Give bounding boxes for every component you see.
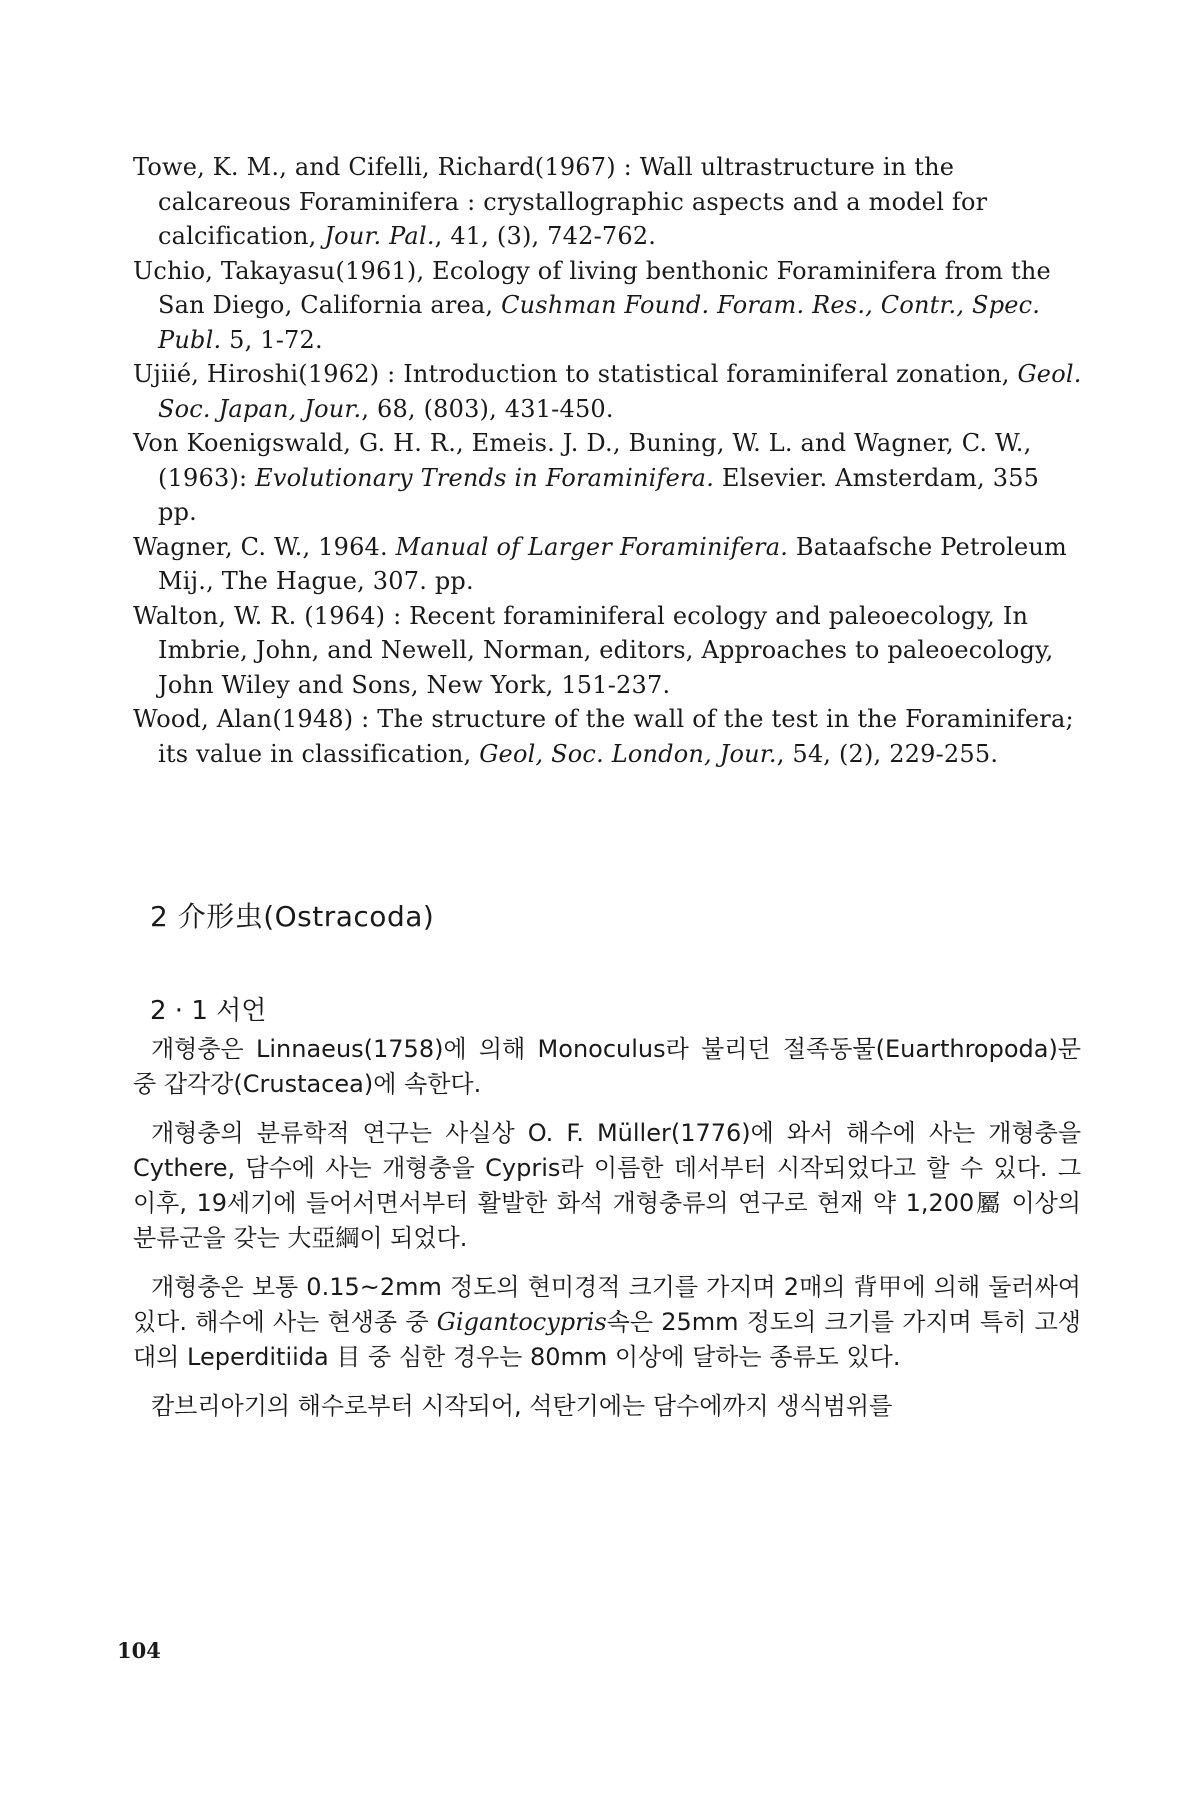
subsection-heading: 2 · 1 서언 [150, 996, 267, 1026]
italic-text: Evolutionary Trends in Foraminifera. [255, 463, 715, 492]
reference-entry [133, 150, 1083, 254]
body-paragraph [133, 1389, 1081, 1424]
reference-entry [133, 357, 1083, 426]
body-paragraph [133, 1116, 1081, 1256]
italic-text: Jour. Pal. [324, 222, 435, 250]
text-run: 속은 25mm 정도의 크기를 가지며 특히 고생대의 Leperditiida 目 중 심한 경우는 80mm 이상에 달하는 종류도 있다. [133, 1308, 1081, 1371]
text-run: , 41, (3), 742-762. [434, 222, 657, 250]
italic-text: Geol. Soc. Japan, Jour. [158, 360, 1082, 423]
body-text [133, 1032, 1081, 1438]
text-run: Walton, W. R. (1964) : Recent foraminiferal ecology and paleoecology, In Imbrie, John, and Newell, Norman, editors, Approaches to paleoecology, John Wiley and Sons, New York, 151-237. [133, 601, 1054, 699]
page-number: 104 [117, 1638, 161, 1663]
text-run: 개형충의 분류학적 연구는 사실상 O. F. Müller(1776)에 와서 해수에 사는 개형충을 Cythere, 담수에 사는 개형충을 Cypris라 이름한 데서부터 시작되었다고 할 수 있다. 그 이후, 19세기에 들어서면서부터 활발한 화석 개형충류의 연구로 현재 약 1,200屬 이상의 분류군을 갖는 大亞綱이 되었다. [133, 1119, 1081, 1252]
italic-text: Manual of Larger Foraminifera. [395, 532, 789, 561]
text-run: Elsevier. Amsterdam, 355 pp. [158, 463, 1040, 526]
text-run: Ujiié, Hiroshi(1962) : Introduction to statistical foraminiferal zonation, [133, 360, 1018, 388]
text-run: Wood, Alan(1948) : The structure of the wall of the test in the Foraminifera; its value in classification, [133, 705, 1074, 768]
text-run: Von Koenigswald, G. H. R., Emeis. J. D., Buning, W. L. and Wagner, C. W., (1963): [133, 429, 1032, 492]
text-run: Wagner, C. W., 1964. [133, 532, 396, 561]
reference-list [133, 150, 1083, 771]
reference-entry [133, 530, 1083, 599]
text-run: Uchio, Takayasu(1961), Ecology of living benthonic Foraminifera from the San Diego, California area, [133, 256, 1051, 319]
text-run: 5, 1-72. [221, 325, 323, 354]
body-paragraph [133, 1032, 1081, 1102]
text-run: , 68, (803), 431-450. [361, 394, 614, 423]
italic-text: Gigantocypris [436, 1308, 607, 1336]
text-run: Towe, K. M., and Cifelli, Richard(1967) : Wall ultrastructure in the calcareous Foraminifera : crystallographic aspects and a model for calcification, [133, 153, 988, 250]
italic-text: Cushman Found. Foram. Res., Contr., Spec. Publ. [158, 291, 1041, 354]
text-run: 개형충은 Linnaeus(1758)에 의해 Monoculus라 불리던 절족동물(Euarthropoda)문 중 갑각강(Crustacea)에 속한다. [133, 1035, 1081, 1098]
body-paragraph [133, 1270, 1081, 1375]
reference-entry [133, 702, 1083, 771]
text-run: , 54, (2), 229-255. [776, 739, 999, 768]
section-heading: 2 介形虫(Ostracoda) [150, 900, 435, 933]
text-run: 개형충은 보통 0.15~2mm 정도의 현미경적 크기를 가지며 2매의 背甲에 의해 둘러싸여 있다. 해수에 사는 현생종 중 [133, 1273, 1081, 1336]
italic-text: Geol, Soc. London, Jour. [479, 739, 777, 768]
text-run: 캄브리아기의 해수로부터 시작되어, 석탄기에는 담수에까지 생식범위를 [151, 1392, 893, 1420]
reference-entry [133, 254, 1083, 358]
reference-entry [133, 599, 1083, 703]
text-run: Bataafsche Petroleum Mij., The Hague, 307. pp. [158, 532, 1067, 595]
reference-entry [133, 426, 1083, 530]
